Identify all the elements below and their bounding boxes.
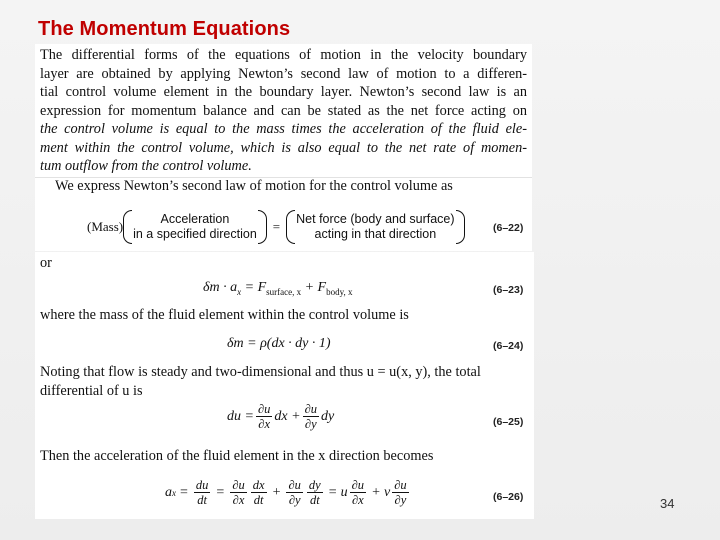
force-term xyxy=(286,212,464,242)
fraction xyxy=(307,478,323,507)
equals-sign: = xyxy=(180,484,188,500)
mass-term: (Mass) xyxy=(87,219,124,234)
frac-num: dy xyxy=(308,478,321,492)
eq23-sub: surface, x xyxy=(266,286,302,297)
eq23-surface-force: = F xyxy=(241,280,267,295)
frac-num: ∂u xyxy=(232,478,245,492)
v-term: v xyxy=(383,484,391,500)
frac-den: ∂y xyxy=(288,493,301,507)
accel-text: Then the acceleration of the fluid element in the x direction becomes xyxy=(40,448,434,464)
eq25-lhs: du = xyxy=(227,408,254,424)
frac-num: ∂u xyxy=(351,478,365,492)
intro-line: tial control volume element in the boundary layer. Newton’s second law is an xyxy=(40,84,527,100)
frac-den: dt xyxy=(253,493,264,507)
eq23-sub: body, x xyxy=(326,286,353,297)
partial-fraction xyxy=(303,402,319,431)
plus-sign: + xyxy=(372,484,380,500)
force-line: Net force (body and surface) xyxy=(296,212,455,226)
intro-line: ment within the control volume, which is also equal to the net rate of momen- xyxy=(40,139,527,156)
equation-number: (6–24) xyxy=(493,340,524,352)
eq23-body-force: + F xyxy=(301,280,327,295)
frac-den: ∂y xyxy=(304,417,317,431)
page-number: 34 xyxy=(660,496,675,511)
acceleration-term xyxy=(123,212,267,242)
mass-text: where the mass of the fluid element within the control volume is xyxy=(40,307,409,323)
acceleration-line: Acceleration xyxy=(160,212,230,226)
eq25-dy: dy xyxy=(321,408,335,424)
force-direction-line: acting in that direction xyxy=(314,227,437,241)
equals-sign: = xyxy=(272,219,281,234)
direction-line: in a specified direction xyxy=(133,227,257,241)
plus-sign: + xyxy=(272,484,281,500)
steady-line: differential of u is xyxy=(40,382,143,399)
eq25-dx: dx + xyxy=(274,408,301,424)
equation-number: (6–23) xyxy=(493,284,524,296)
equals-sign: = xyxy=(328,484,337,500)
intro-line: tum outflow from the control volume. xyxy=(40,158,252,174)
equation-6-22 xyxy=(87,212,465,242)
frac-den: ∂x xyxy=(258,417,271,431)
express-line: We express Newton’s second law of motion for the control volume as xyxy=(55,178,453,194)
equation-number: (6–22) xyxy=(493,222,524,234)
frac-num: ∂u xyxy=(394,478,407,492)
frac-den: ∂y xyxy=(394,493,407,507)
ax-sub: x xyxy=(172,487,176,498)
eq23-sub: x xyxy=(237,286,242,297)
equation-6-26 xyxy=(165,478,411,507)
steady-text xyxy=(40,363,527,400)
frac-den: dt xyxy=(197,493,208,507)
frac-den: dt xyxy=(309,493,320,507)
slide-title: The Momentum Equations xyxy=(38,18,291,40)
fraction xyxy=(286,478,302,507)
equals-sign: = xyxy=(216,484,225,500)
equation-number: (6–26) xyxy=(493,491,524,503)
fraction xyxy=(251,478,267,507)
equation-6-23 xyxy=(203,280,353,297)
u-term: u xyxy=(340,484,348,500)
ax-term: a xyxy=(165,484,172,500)
fraction xyxy=(194,478,211,507)
intro-line: expression for momentum balance and can be stated as the net force acting on xyxy=(40,102,527,119)
intro-paragraph xyxy=(40,46,527,176)
frac-num: ∂u xyxy=(304,402,317,416)
text-panel-top xyxy=(35,44,532,251)
intro-line: the control volume is equal to the mass times the acceleration of the fluid ele- xyxy=(40,121,527,137)
partial-fraction xyxy=(256,402,272,431)
or-text: or xyxy=(40,255,52,271)
text-panel-bottom xyxy=(35,252,534,519)
fraction xyxy=(350,478,366,507)
frac-den: ∂x xyxy=(232,493,245,507)
equation-number: (6–25) xyxy=(493,416,524,428)
fraction xyxy=(230,478,246,507)
equation-6-24: δm = ρ(dx · dy · 1) xyxy=(227,336,331,351)
intro-line: The differential forms of the equations of motion in the velocity boundary xyxy=(40,47,527,63)
frac-den: ∂x xyxy=(351,493,364,507)
fraction xyxy=(392,478,408,507)
equation-6-25 xyxy=(227,402,334,431)
eq23-lhs: δm · a xyxy=(203,280,238,295)
steady-line: Noting that flow is steady and two-dimensional and thus u = u(x, y), the total xyxy=(40,364,481,380)
frac-num: dx xyxy=(252,478,265,492)
intro-line: layer are obtained by applying Newton’s second law of motion to a differen- xyxy=(40,65,527,82)
frac-num: ∂u xyxy=(257,402,271,416)
frac-num: du xyxy=(195,478,209,492)
frac-num: ∂u xyxy=(288,478,301,492)
